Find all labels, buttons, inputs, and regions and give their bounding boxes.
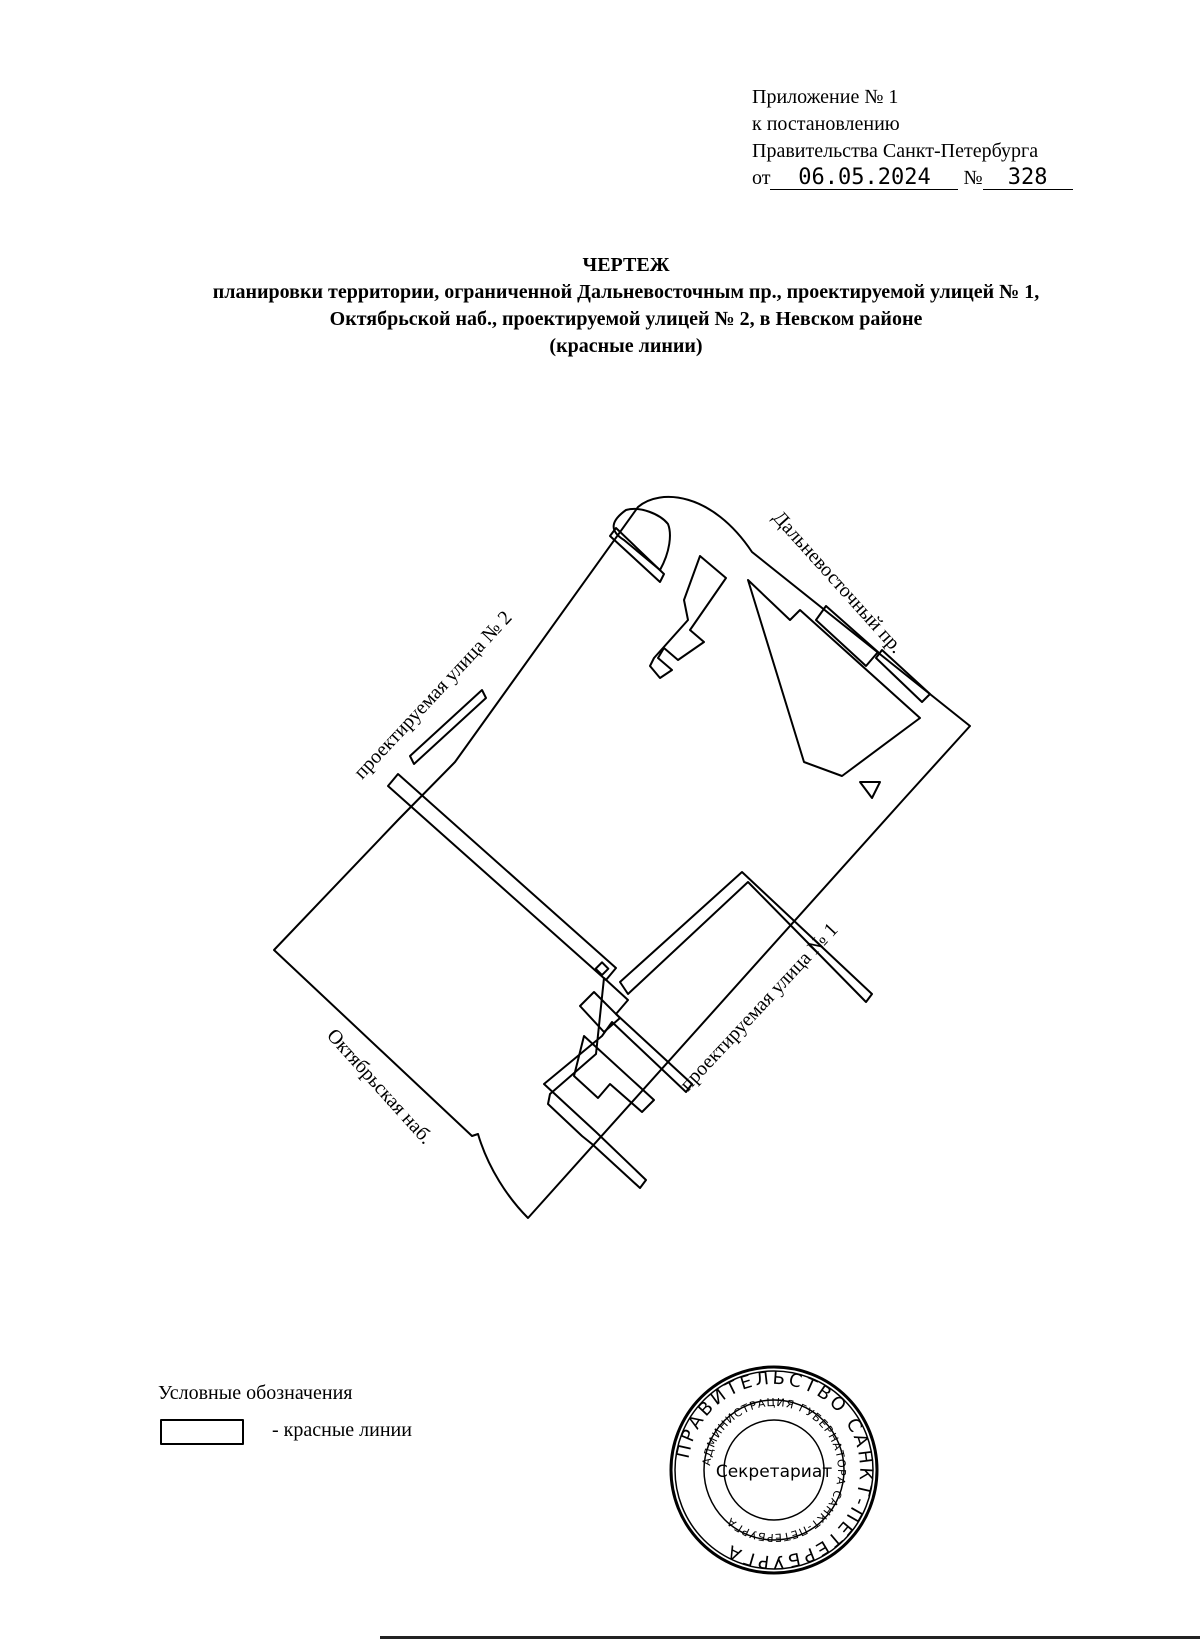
label-oktyabrskaya: Октябрьская наб. <box>322 1024 437 1149</box>
appendix-date-row <box>752 165 1082 192</box>
resolution-number: 328 <box>983 167 1073 190</box>
number-prefix: № <box>963 167 983 189</box>
seal-inner-text: АДМИНИСТРАЦИЯ ГУБЕРНАТОРА САНКТ-ПЕТЕРБУРГА <box>700 1395 849 1545</box>
title-line-1: планировки территории, ограниченной Дальневосточным пр., проектируемой улицей № 1, <box>212 281 1040 303</box>
bottom-rule <box>380 1636 1200 1639</box>
document-title <box>60 252 1192 360</box>
pointed-block <box>650 556 726 678</box>
appendix-resolution: к постановлению <box>752 113 900 135</box>
official-seal-stamp <box>668 1364 880 1576</box>
label-street-1: проектируемая улица № 1 <box>675 918 843 1096</box>
legend-heading: Условные обозначения <box>158 1382 353 1404</box>
appendix-block <box>752 84 1082 192</box>
seal-outer-text: ПРАВИТЕЛЬСТВО САНКТ-ПЕТЕРБУРГА <box>672 1367 877 1573</box>
appendix-number: Приложение № 1 <box>752 86 899 108</box>
red-lines-legend-label: - красные линии <box>272 1419 412 1441</box>
resolution-date: 06.05.2024 <box>770 167 958 190</box>
right-wedge-parcel <box>748 580 920 776</box>
lower-structure <box>544 978 692 1188</box>
seal-center-text: Секретариат <box>715 1462 833 1482</box>
planning-drawing <box>0 480 1200 1240</box>
date-prefix: от <box>752 167 771 189</box>
label-street-2: проектируемая улица № 2 <box>349 606 517 784</box>
label-dalnevostochny: Дальневосточный пр. <box>768 506 908 658</box>
appendix-government: Правительства Санкт-Петербурга <box>752 140 1039 162</box>
title-heading: ЧЕРТЕЖ <box>582 254 670 276</box>
corner-pocket <box>614 509 670 570</box>
title-line-2: Октябрьской наб., проектируемой улицей № 2, в Невском районе <box>329 308 923 330</box>
lower-small-parcel <box>574 1036 654 1112</box>
dividing-corridor <box>388 774 616 980</box>
title-line-3: (красные линии) <box>549 335 703 357</box>
red-lines-legend-swatch <box>160 1419 244 1445</box>
small-notch <box>860 782 880 798</box>
